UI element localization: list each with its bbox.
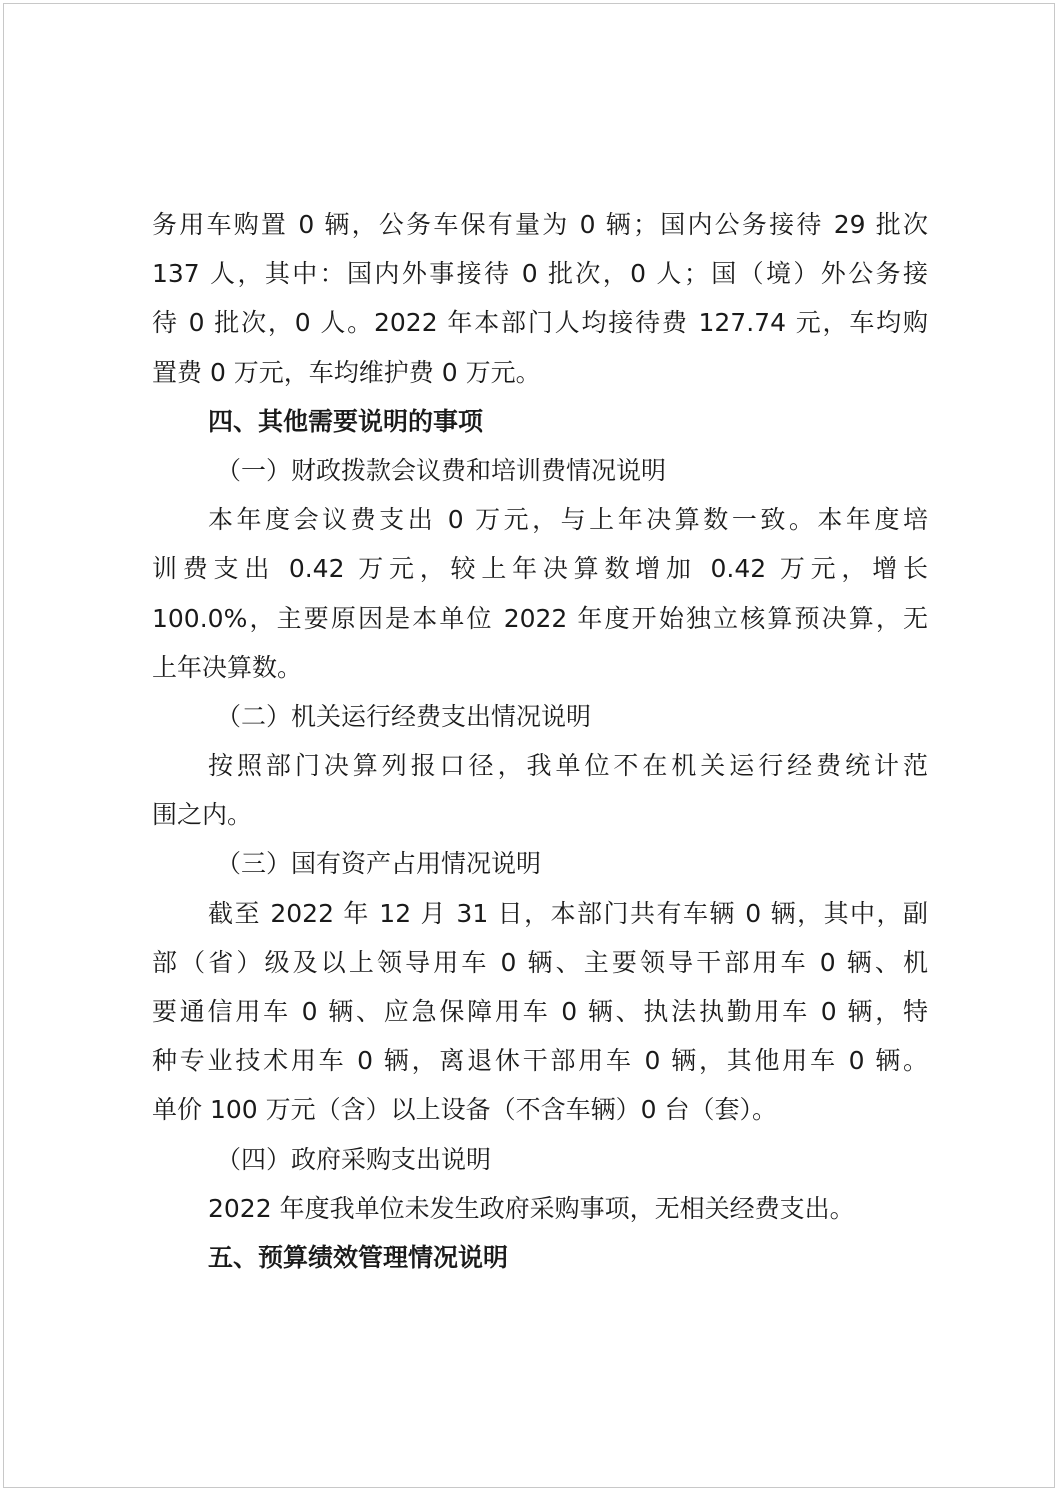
paragraph-line: 上年决算数。 — [152, 652, 303, 682]
document-body — [152, 200, 928, 1282]
paragraph-line: 2022 年度我单位未发生政府采购事项，无相关经费支出。 — [208, 1193, 855, 1223]
body-line: 待 0 批次，0 人。2022 年本部门人均接待费 127.74 元，车均购 — [152, 308, 928, 338]
paragraph-line: 训费支出 0.42 万元，较上年决算数增加 0.42 万元，增长 — [152, 554, 928, 584]
body-line: 务用车购置 0 辆，公务车保有量为 0 辆；国内公务接待 29 批次 — [152, 210, 928, 239]
paragraph-line: 截至 2022 年 12 月 31 日，本部门共有车辆 0 辆，其中，副 — [208, 898, 928, 928]
paragraph-line: 部（省）级及以上领导用车 0 辆、主要领导干部用车 0 辆、机 — [152, 947, 928, 977]
subsection-heading-4: （四）政府采购支出说明 — [216, 1144, 492, 1174]
document-page — [3, 3, 1055, 1488]
paragraph-line: 种专业技术用车 0 辆，离退休干部用车 0 辆，其他用车 0 辆。 — [152, 1046, 928, 1076]
body-line: 置费 0 万元，车均维护费 0 万元。 — [152, 357, 541, 387]
subsection-heading-2: （二）机关运行经费支出情况说明 — [216, 701, 592, 731]
section-heading-5: 五、预算绩效管理情况说明 — [208, 1242, 509, 1272]
body-line: 137 人，其中：国内外事接待 0 批次，0 人；国（境）外公务接 — [152, 259, 928, 289]
paragraph-line: 围之内。 — [152, 800, 253, 830]
paragraph-line: 按照部门决算列报口径，我单位不在机关运行经费统计范 — [208, 751, 928, 781]
paragraph-line: 单价 100 万元（含）以上设备（不含车辆）0 台（套）。 — [152, 1095, 777, 1125]
paragraph-line: 100.0%，主要原因是本单位 2022 年度开始独立核算预决算，无 — [152, 603, 928, 633]
subsection-heading-1: （一）财政拨款会议费和培训费情况说明 — [216, 455, 667, 485]
paragraph-line: 要通信用车 0 辆、应急保障用车 0 辆、执法执勤用车 0 辆，特 — [152, 997, 928, 1026]
paragraph-line: 本年度会议费支出 0 万元，与上年决算数一致。本年度培 — [208, 505, 928, 535]
section-heading-4: 四、其他需要说明的事项 — [208, 406, 484, 436]
subsection-heading-3: （三）国有资产占用情况说明 — [216, 849, 542, 879]
